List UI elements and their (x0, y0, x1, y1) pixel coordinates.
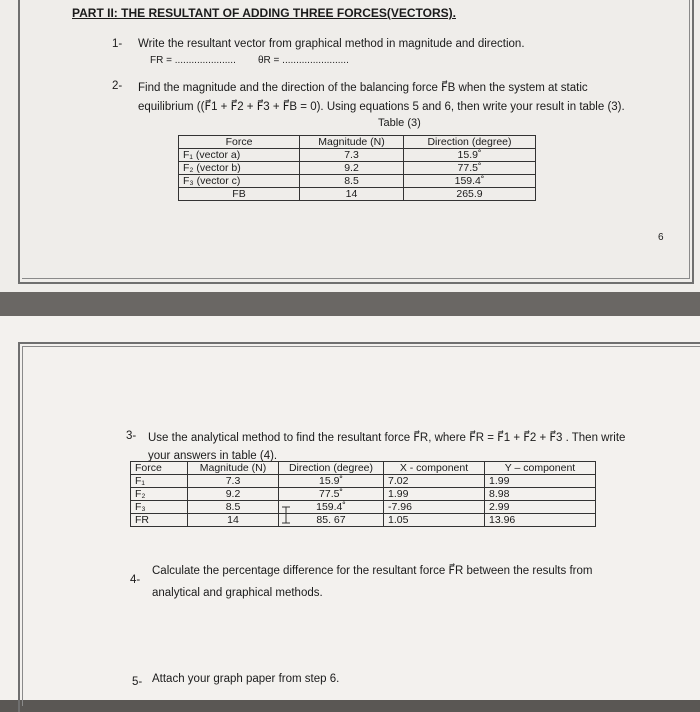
force-cell: FB (179, 188, 300, 201)
x-component-cell: 1.99 (384, 488, 485, 501)
magnitude-cell: 14 (300, 188, 404, 201)
direction-cell: 77.5˚ (279, 488, 384, 501)
text-cursor-icon (280, 505, 292, 525)
force-cell: F₃ (131, 501, 188, 514)
direction-cell: 159.4˚ (404, 175, 536, 188)
table-row (131, 488, 596, 501)
question-1-number: 1- (112, 38, 123, 50)
force-cell: F₂ (vector b) (179, 162, 300, 175)
question-3-line-2: your answers in table (4). (148, 450, 278, 462)
header-direction: Direction (degree) (279, 462, 384, 475)
question-2-line-1: Find the magnitude and the direction of the balancing force F⃗B when the system at static (138, 82, 588, 94)
header-force: Force (179, 136, 300, 149)
magnitude-cell: 7.3 (188, 475, 279, 488)
question-5-number: 5- (132, 676, 143, 688)
page-number: 6 (658, 232, 664, 243)
theta-r-blank: θR = ........................ (258, 55, 349, 66)
part-title: PART II: THE RESULTANT OF ADDING THREE FORCES(VECTORS). (72, 6, 456, 20)
y-component-cell: 2.99 (485, 501, 596, 514)
x-component-cell: 1.05 (384, 514, 485, 527)
direction-cell: 77.5˚ (404, 162, 536, 175)
force-cell: FR (131, 514, 188, 527)
header-magnitude: Magnitude (N) (300, 136, 404, 149)
table-row (179, 175, 536, 188)
table-3-caption: Table (3) (378, 117, 421, 129)
magnitude-cell: 8.5 (188, 501, 279, 514)
x-component-cell: -7.96 (384, 501, 485, 514)
table-4 (130, 461, 596, 527)
question-4-line-2: analytical and graphical methods. (152, 587, 323, 599)
force-cell: F₃ (vector c) (179, 175, 300, 188)
table-3 (178, 135, 536, 201)
header-direction: Direction (degree) (404, 136, 536, 149)
force-cell: F₁ (131, 475, 188, 488)
header-magnitude: Magnitude (N) (188, 462, 279, 475)
table-row (179, 188, 536, 201)
question-3-number: 3- (126, 430, 137, 442)
magnitude-cell: 14 (188, 514, 279, 527)
table-row (179, 162, 536, 175)
y-component-cell: 1.99 (485, 475, 596, 488)
question-2-number: 2- (112, 80, 123, 92)
table-header-row (179, 136, 536, 149)
magnitude-cell: 7.3 (300, 149, 404, 162)
direction-cell: 85. 67 (279, 514, 384, 527)
question-5-text: Attach your graph paper from step 6. (152, 673, 340, 685)
question-2-line-2: equilibrium ((F⃗1 + F⃗2 + F⃗3 + F⃗B = 0). Using equations 5 and 6, then write your result in table (3). (138, 101, 625, 113)
direction-cell: 265.9 (404, 188, 536, 201)
fr-blank: FR = ...................... (150, 55, 236, 66)
worksheet-page-7 (0, 316, 700, 700)
magnitude-cell: 9.2 (188, 488, 279, 501)
header-y-component: Y – component (485, 462, 596, 475)
header-force: Force (131, 462, 188, 475)
table-header-row (131, 462, 596, 475)
page-gap (0, 292, 700, 316)
table-row (131, 501, 596, 514)
header-x-component: X - component (384, 462, 485, 475)
question-4-number: 4- (130, 574, 141, 586)
magnitude-cell: 8.5 (300, 175, 404, 188)
direction-cell: 15.9˚ (404, 149, 536, 162)
y-component-cell: 13.96 (485, 514, 596, 527)
question-3-line-1: Use the analytical method to find the resultant force F⃗R, where F⃗R = F⃗1 + F⃗2 + F⃗3 . Then write (148, 432, 626, 444)
table-row (179, 149, 536, 162)
force-cell: F₂ (131, 488, 188, 501)
x-component-cell: 7.02 (384, 475, 485, 488)
direction-cell: 15.9˚ (279, 475, 384, 488)
magnitude-cell: 9.2 (300, 162, 404, 175)
direction-cell: 159.4˚ (279, 501, 384, 514)
table-row (131, 514, 596, 527)
table-row (131, 475, 596, 488)
question-4-line-1: Calculate the percentage difference for the resultant force F⃗R between the results from (152, 565, 593, 577)
y-component-cell: 8.98 (485, 488, 596, 501)
force-cell: F₁ (vector a) (179, 149, 300, 162)
question-1-text: Write the resultant vector from graphical method in magnitude and direction. (138, 38, 525, 50)
worksheet-page-6 (0, 0, 700, 292)
